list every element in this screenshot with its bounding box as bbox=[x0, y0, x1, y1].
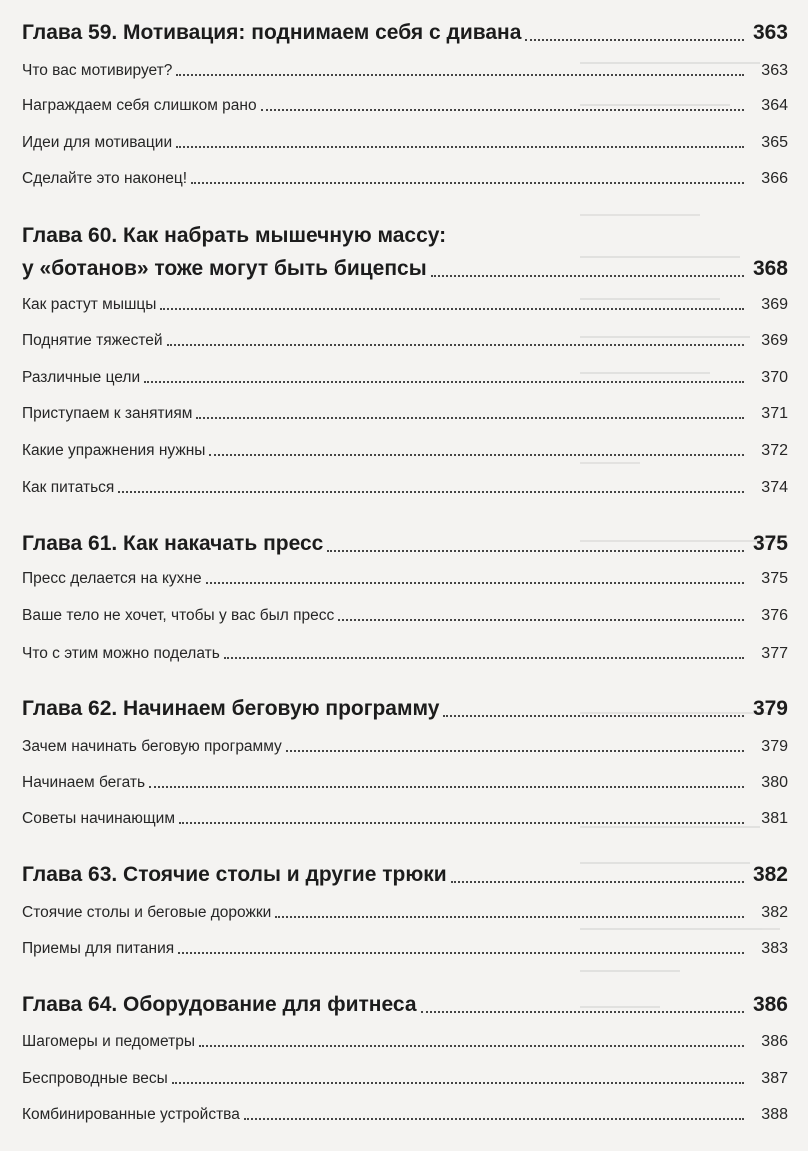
leader-dots bbox=[206, 581, 744, 584]
section-entry[interactable] bbox=[22, 294, 788, 316]
chapter-64-heading[interactable] bbox=[22, 991, 788, 1019]
chapter-title-line2: у «ботанов» тоже могут быть бицепсы bbox=[22, 255, 431, 283]
leader-dots bbox=[178, 951, 744, 954]
section-entry[interactable] bbox=[22, 367, 788, 389]
section-title: Начинаем бегать bbox=[22, 772, 149, 794]
section-title: Зачем начинать беговую программу bbox=[22, 736, 286, 758]
section-entry[interactable] bbox=[22, 568, 788, 590]
section-title: Различные цели bbox=[22, 367, 144, 389]
chapter-60 bbox=[22, 222, 446, 250]
leader-dots bbox=[286, 749, 744, 752]
section-title: Шагомеры и педометры bbox=[22, 1031, 199, 1053]
page-number: 386 bbox=[761, 1033, 788, 1050]
section-entry[interactable] bbox=[22, 168, 788, 190]
leader-dots bbox=[244, 1117, 744, 1120]
chapter-heading[interactable] bbox=[22, 255, 788, 283]
section-title: Как питаться bbox=[22, 477, 118, 499]
section-title: Стоячие столы и беговые дорожки bbox=[22, 902, 275, 924]
page-number: 381 bbox=[761, 810, 788, 827]
section-title: Приступаем к занятиям bbox=[22, 403, 196, 425]
leader-dots bbox=[199, 1044, 744, 1047]
section-entry[interactable] bbox=[22, 95, 788, 117]
page-number: 370 bbox=[761, 369, 788, 386]
section-entry[interactable] bbox=[22, 808, 788, 830]
chapter-title: Глава 63. Стоячие столы и другие трюки bbox=[22, 861, 451, 889]
leader-dots bbox=[144, 380, 744, 383]
chapter-heading[interactable] bbox=[22, 19, 788, 47]
section-title: Приемы для питания bbox=[22, 938, 178, 960]
leader-dots bbox=[421, 1010, 745, 1013]
section-title: Как растут мышцы bbox=[22, 294, 160, 316]
page-number: 380 bbox=[761, 774, 788, 791]
leader-dots bbox=[327, 549, 744, 552]
section-entry[interactable] bbox=[22, 736, 788, 758]
leader-dots bbox=[160, 307, 744, 310]
page-number: 387 bbox=[761, 1070, 788, 1087]
leader-dots bbox=[224, 656, 744, 659]
section-title: Идеи для мотивации bbox=[22, 132, 176, 154]
section-entry[interactable] bbox=[22, 132, 788, 154]
chapter-title: Глава 59. Мотивация: поднимаем себя с дивана bbox=[22, 19, 525, 47]
page-number: 377 bbox=[761, 645, 788, 662]
leader-dots bbox=[275, 915, 744, 918]
page-number: 364 bbox=[761, 97, 788, 114]
leader-dots bbox=[525, 38, 744, 41]
section-title: Что вас мотивирует? bbox=[22, 60, 176, 82]
leader-dots bbox=[172, 1081, 744, 1084]
section-title: Какие упражнения нужны bbox=[22, 440, 209, 462]
page-number: 369 bbox=[761, 332, 788, 349]
chapter-61-heading[interactable] bbox=[22, 530, 788, 558]
page-number: 363 bbox=[761, 62, 788, 79]
chapter-title-line1: Глава 60. Как набрать мышечную массу: bbox=[22, 224, 447, 247]
chapter-title: Глава 62. Начинаем беговую программу bbox=[22, 695, 443, 723]
section-entry[interactable] bbox=[22, 330, 788, 352]
section-entry[interactable] bbox=[22, 605, 788, 627]
page-number: 363 bbox=[752, 21, 788, 44]
section-entry[interactable] bbox=[22, 440, 788, 462]
section-title: Что с этим можно поделать bbox=[22, 643, 224, 665]
chapter-59 bbox=[22, 19, 788, 47]
leader-dots bbox=[191, 181, 744, 184]
page-number: 366 bbox=[761, 170, 788, 187]
leader-dots bbox=[261, 108, 744, 111]
section-title: Сделайте это наконец! bbox=[22, 168, 191, 190]
section-entry[interactable] bbox=[22, 1031, 788, 1053]
leader-dots bbox=[431, 274, 744, 277]
section-entry[interactable] bbox=[22, 643, 788, 665]
section-title: Поднятие тяжестей bbox=[22, 330, 167, 352]
section-title: Комбинированные устройства bbox=[22, 1104, 244, 1126]
page-number: 382 bbox=[752, 863, 788, 886]
page-number: 375 bbox=[761, 570, 788, 587]
page-number: 382 bbox=[761, 904, 788, 921]
leader-dots bbox=[179, 821, 744, 824]
chapter-62-heading[interactable] bbox=[22, 695, 788, 723]
page-number: 379 bbox=[752, 697, 788, 720]
section-title: Пресс делается на кухне bbox=[22, 568, 206, 590]
chapter-63-heading[interactable] bbox=[22, 861, 788, 889]
section-entry[interactable] bbox=[22, 902, 788, 924]
page-number: 388 bbox=[761, 1106, 788, 1123]
section-entry[interactable] bbox=[22, 477, 788, 499]
page-number: 369 bbox=[761, 296, 788, 313]
section-entry[interactable] bbox=[22, 60, 788, 82]
section-entry[interactable] bbox=[22, 938, 788, 960]
page-number: 383 bbox=[761, 940, 788, 957]
page-number: 365 bbox=[761, 134, 788, 151]
leader-dots bbox=[196, 416, 744, 419]
chapter-title: Глава 61. Как накачать пресс bbox=[22, 530, 327, 558]
section-title: Советы начинающим bbox=[22, 808, 179, 830]
page-number: 372 bbox=[761, 442, 788, 459]
section-entry[interactable] bbox=[22, 1068, 788, 1090]
leader-dots bbox=[149, 785, 744, 788]
section-entry[interactable] bbox=[22, 1104, 788, 1126]
leader-dots bbox=[209, 453, 744, 456]
page-number: 379 bbox=[761, 738, 788, 755]
leader-dots bbox=[118, 490, 744, 493]
leader-dots bbox=[338, 618, 744, 621]
leader-dots bbox=[443, 714, 744, 717]
leader-dots bbox=[451, 880, 744, 883]
section-title: Ваше тело не хочет, чтобы у вас был пресс bbox=[22, 605, 338, 627]
page-number: 368 bbox=[752, 257, 788, 280]
page-number: 374 bbox=[761, 479, 788, 496]
leader-dots bbox=[167, 343, 744, 346]
page-number: 386 bbox=[752, 993, 788, 1016]
section-entry[interactable] bbox=[22, 772, 788, 794]
leader-dots bbox=[176, 73, 744, 76]
section-title: Беспроводные весы bbox=[22, 1068, 172, 1090]
page-number: 376 bbox=[761, 607, 788, 624]
page-number: 375 bbox=[752, 532, 788, 555]
leader-dots bbox=[176, 145, 744, 148]
section-entry[interactable] bbox=[22, 403, 788, 425]
chapter-title: Глава 64. Оборудование для фитнеса bbox=[22, 991, 421, 1019]
section-title: Награждаем себя слишком рано bbox=[22, 95, 261, 117]
page-number: 371 bbox=[761, 405, 788, 422]
